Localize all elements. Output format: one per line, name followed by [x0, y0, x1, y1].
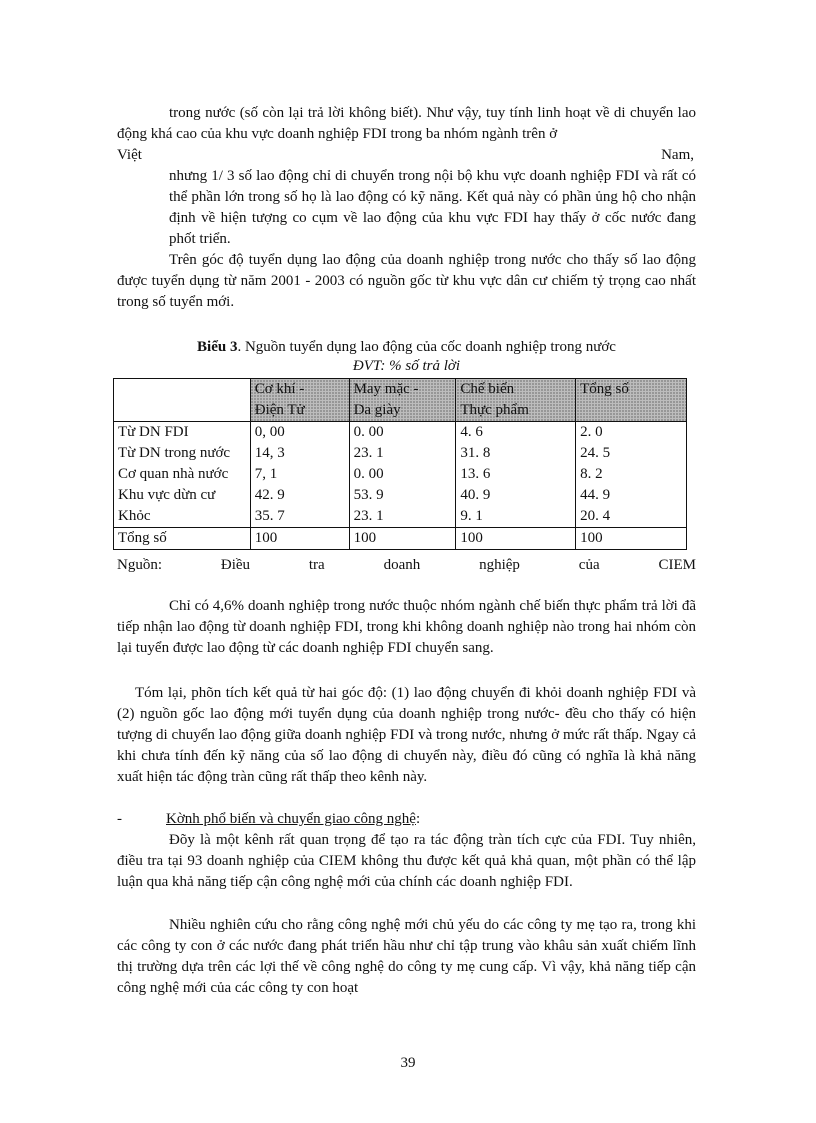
paragraph-2-text: Trên góc độ tuyển dụng lao động của doanh nghiệp trong nước cho thấy số lao động được tuyển dụng từ năm 2001 - 2003 có nguồn gốc từ khu vực dân cư chiếm tỷ trọng cao nhất trong số tuyển mới.: [117, 252, 696, 310]
source-word: của: [578, 557, 600, 573]
table-cell: 7, 1: [250, 464, 349, 485]
paragraph-1: [117, 103, 696, 250]
table-cell: 44. 9: [576, 485, 687, 506]
row-label: Khỏc: [114, 506, 251, 528]
row-label: Từ DN trong nước: [114, 443, 251, 464]
table-cell: 100: [456, 528, 576, 550]
paragraph-1-line: trong nước (số còn lại trả lời không biết). Như vậy, tuy tính linh hoạt về di chuyển lao động khá cao của khu vực doanh nghiệp FDI trong ba nhóm ngành trên ở: [117, 105, 696, 142]
source-word: CIEM: [658, 557, 696, 573]
table-cell: 40. 9: [456, 485, 576, 506]
table-cell: 13. 6: [456, 464, 576, 485]
table-cell: 35. 7: [250, 506, 349, 528]
table-cell: 20. 4: [576, 506, 687, 528]
table-row: [114, 422, 687, 444]
table-caption-label: Biểu 3: [197, 339, 238, 355]
row-label: Tổng số: [114, 528, 251, 550]
table-source: [117, 556, 696, 575]
table-cell: 42. 9: [250, 485, 349, 506]
table-cell: 0, 00: [250, 422, 349, 444]
table-row: [114, 485, 687, 506]
paragraph-5-text: Đõy là một kênh rất quan trọng để tạo ra tác động tràn tích cực của FDI. Tuy nhiên, điều tra tại 93 doanh nghiệp của CIEM không thu được kết quả khả quan, một phần có thể lập luận qua khả năng tiếp cận công nghệ mới của chính các doanh nghiệp FDI.: [117, 832, 696, 890]
source-word: Điều: [220, 557, 251, 573]
table-total-row: [114, 528, 687, 550]
bullet-dash: -: [117, 811, 122, 827]
table-header-cell: May mặc - Da giày: [349, 379, 456, 422]
word-nam: Nam,: [661, 147, 694, 163]
table-cell: 24. 5: [576, 443, 687, 464]
row-label: Từ DN FDI: [114, 422, 251, 444]
table-row: [114, 506, 687, 528]
table-header-cell: Chế biến Thực phẩm: [456, 379, 576, 422]
source-word: nghiệp: [479, 557, 520, 573]
table-cell: 9. 1: [456, 506, 576, 528]
paragraph-4: [117, 683, 696, 788]
table-cell: 31. 8: [456, 443, 576, 464]
labor-source-table: [113, 378, 687, 550]
table-cell: 100: [576, 528, 687, 550]
word-viet: Việt: [117, 147, 142, 163]
paragraph-1-rest: nhưng 1/ 3 số lao động chỉ di chuyển trong nội bộ khu vực doanh nghiệp FDI và rất có thể phần lớn trong số họ là lao động có kỹ năng. Kết quả này có phần ủng hộ cho nhận định về hiện tượng co cụm về lao động của khu vực FDI hay thấy ở cốc nước đang phốt triển.: [169, 168, 696, 247]
table-cell: 14, 3: [250, 443, 349, 464]
paragraph-6: [117, 915, 696, 999]
table-cell: 100: [349, 528, 456, 550]
table-cell: 2. 0: [576, 422, 687, 444]
page-number: 39: [400, 1055, 416, 1071]
source-word: Nguồn:: [117, 557, 162, 573]
table-header-cell: Tổng số: [576, 379, 687, 422]
table-row: [114, 443, 687, 464]
paragraph-4-text: Tóm lại, phõn tích kết quả từ hai góc độ: (1) lao động chuyển đi khỏi doanh nghiệp FDI và (2) nguồn gốc lao động mới tuyển dụng của doanh nghiệp trong nước- đều cho thấy có hiện tượng di chuyển lao động giữa doanh nghiệp FDI và trong nước, nhưng ở mức rất thấp. Ngay cả khi chưa tính đến kỹ năng của số lao động di chuyển này, điều đó cũng có nghĩa là khả năng xuất hiện tác động tràn cũng rất thấp theo kênh này.: [117, 685, 696, 785]
table-cell: 23. 1: [349, 506, 456, 528]
table-caption: [117, 338, 696, 357]
table-cell: 0. 00: [349, 464, 456, 485]
paragraph-1-viet-nam-line: [117, 145, 696, 166]
table-cell: 23. 1: [349, 443, 456, 464]
bullet-colon: :: [415, 811, 421, 827]
table-cell: 100: [250, 528, 349, 550]
table-header-cell: Cơ khí - Điện Tử: [250, 379, 349, 422]
bullet-heading: [117, 809, 696, 830]
paragraph-3: [117, 596, 696, 659]
paragraph-3-text: Chỉ có 4,6% doanh nghiệp trong nước thuộc nhóm ngành chế biến thực phẩm trả lời đã tiếp nhận lao động từ doanh nghiệp FDI, trong khi không doanh nghiệp nào trong hai nhóm còn lại tuyển được lao động từ các doanh nghiệp FDI chuyển sang.: [117, 598, 696, 656]
table-cell: 0. 00: [349, 422, 456, 444]
bullet-title: Kờnh phổ biến và chuyển giao công nghệ: [166, 811, 416, 827]
table-cell: 4. 6: [456, 422, 576, 444]
row-label: Khu vực dừn cư: [114, 485, 251, 506]
table-cell: 8. 2: [576, 464, 687, 485]
table-header-empty: [114, 379, 251, 422]
paragraph-5: [117, 830, 696, 893]
paragraph-2: [117, 250, 696, 313]
row-label: Cơ quan nhà nước: [114, 464, 251, 485]
source-word: doanh: [383, 557, 421, 573]
source-word: tra: [308, 557, 325, 573]
table-unit: ĐVT: % số trả lời: [352, 358, 461, 374]
table-cell: 53. 9: [349, 485, 456, 506]
table-header-row: [114, 379, 687, 422]
paragraph-6-text: Nhiều nghiên cứu cho rằng công nghệ mới chủ yếu do các công ty mẹ tạo ra, trong khi các công ty con ở các nước đang phát triển hầu như chỉ tập trung vào khâu sản xuất chiếm lĩnh thị trường dựa trên các lợi thế về công nghệ do công ty mẹ cung cấp. Vì vậy, khả năng tiếp cận công nghệ mới của các công ty con hoạt: [117, 917, 696, 996]
table-row: [114, 464, 687, 485]
table-caption-text: . Nguồn tuyển dụng lao động của cốc doanh nghiệp trong nước: [237, 339, 616, 355]
